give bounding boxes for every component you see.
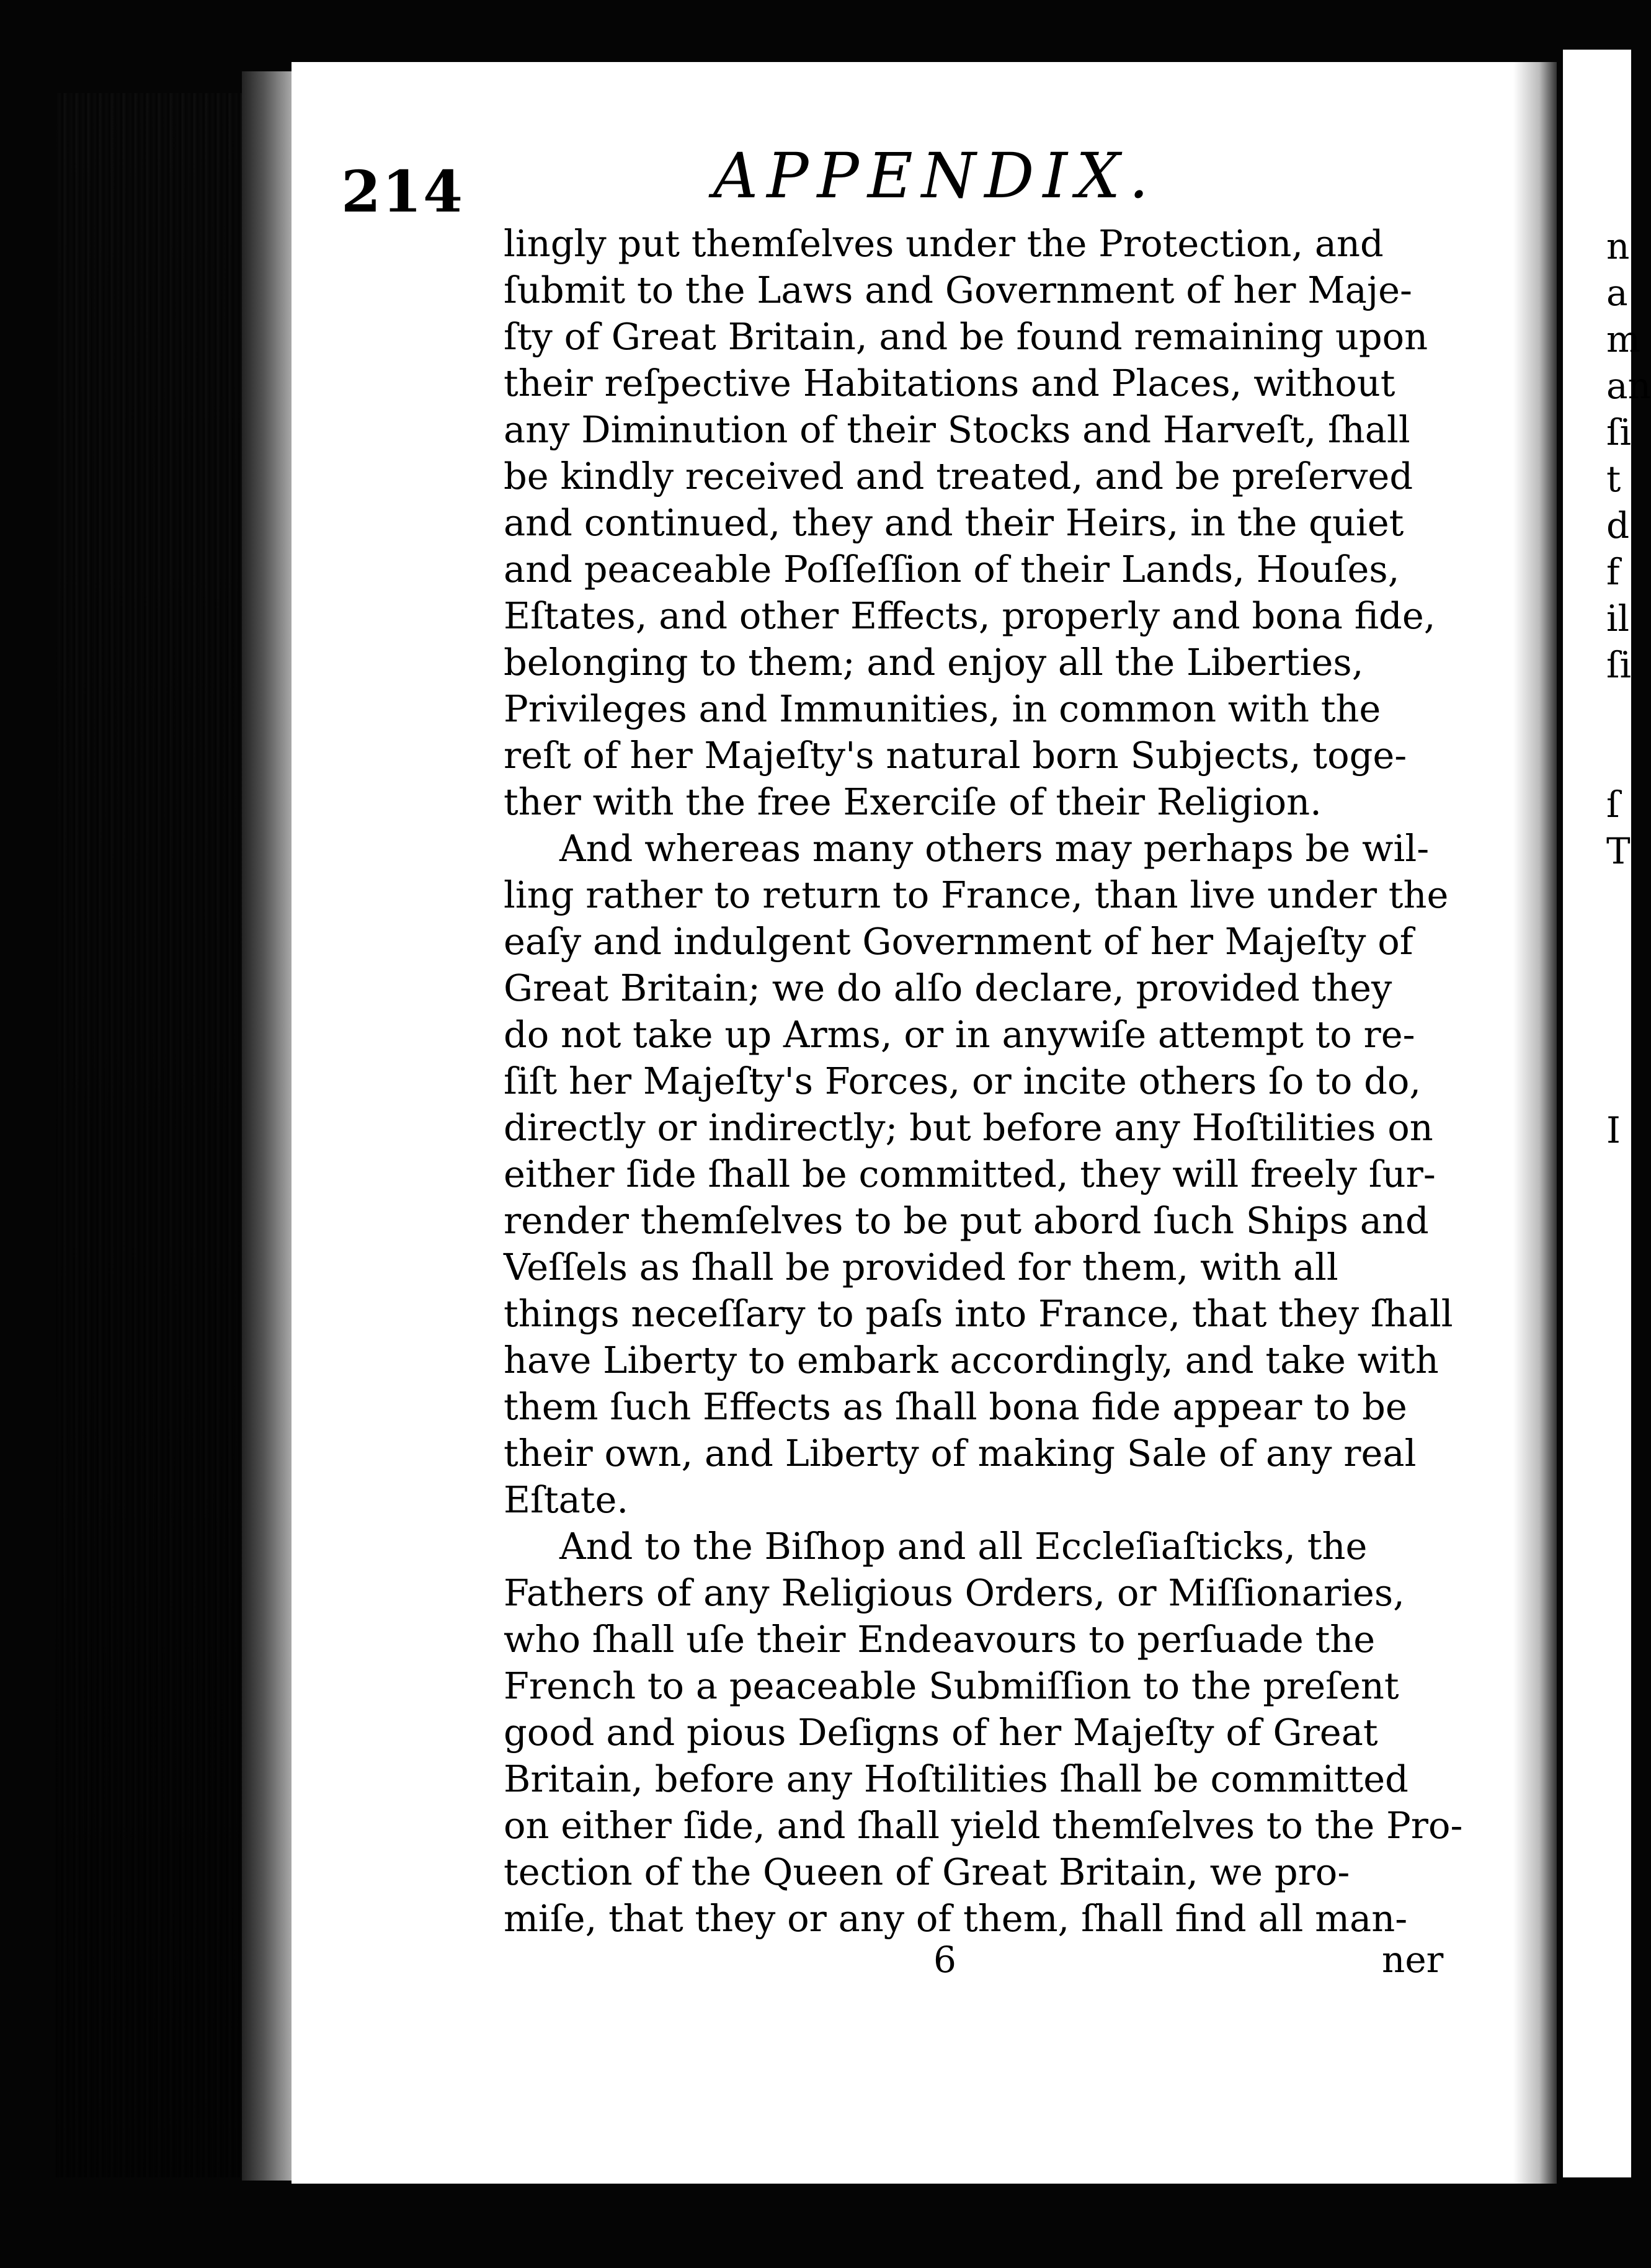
text-line: ſty of Great Britain, and be found remaining upon (504, 315, 1428, 358)
text-line: ther with the free Exerciſe of their Religion. (504, 780, 1322, 823)
text-line: any Diminution of their Stocks and Harveſt, ſhall (504, 408, 1410, 451)
text-line: them ſuch Effects as ſhall bona fide appear to be (504, 1385, 1407, 1428)
text-line: either ſide ſhall be committed, they will freely ſur- (504, 1153, 1436, 1195)
text-line: who ſhall uſe their Endeavours to perſuade the (504, 1618, 1376, 1661)
text-line: on either ſide, and ſhall yield themſelves to the Pro- (504, 1804, 1463, 1847)
text-line: things neceſſary to paſs into France, that they ſhall (504, 1292, 1453, 1335)
text-line: ſiſt her Majeſty's Forces, or incite others ſo to do, (504, 1060, 1422, 1102)
text-line: their reſpective Habitations and Places, without (504, 362, 1395, 404)
text-line: directly or indirectly; but before any Hoſtilities on (504, 1106, 1433, 1149)
right-page-fragment: an (1606, 365, 1651, 407)
text-line: be kindly received and treated, and be preſerved (504, 455, 1413, 498)
right-page-fragment: t (1606, 458, 1621, 500)
text-line: Eſtate. (504, 1478, 629, 1521)
text-line: and peaceable Poſſeſſion of their Lands, Houſes, (504, 548, 1400, 591)
signature-mark: 6 (933, 1939, 956, 1981)
catchword: ner (1382, 1939, 1444, 1981)
text-line: Privileges and Immunities, in common with the (504, 687, 1381, 730)
text-line: eaſy and indulgent Government of her Majeſty of (504, 920, 1413, 963)
text-line: render themſelves to be put abord ſuch Ships and (504, 1199, 1429, 1242)
text-line: belonging to them; and enjoy all the Liberties, (504, 641, 1364, 684)
text-line: Veſſels as ſhall be provided for them, with all (504, 1246, 1338, 1288)
text-line: and continued, they and their Heirs, in the quiet (504, 501, 1404, 544)
right-page-fragment (1606, 921, 1631, 968)
running-title: APPENDIX. (713, 140, 1157, 212)
right-page-fragment: ſi (1606, 411, 1632, 453)
text-line: their own, and Liberty of making Sale of any real (504, 1432, 1417, 1475)
text-line: ſubmit to the Laws and Government of her Maje- (504, 269, 1412, 311)
text-line: do not take up Arms, or in anywiſe attempt to re- (504, 1013, 1415, 1056)
right-page-fragment (1606, 1340, 1631, 1386)
text-line: ling rather to return to France, than live under the (504, 873, 1449, 916)
text-line: tection of the Queen of Great Britain, we pro- (504, 1851, 1350, 1893)
text-line: And to the Biſhop and all Eccleſiaſticks, the (559, 1525, 1368, 1568)
right-page-fragment (1606, 689, 1631, 735)
text-line: reſt of her Majeſty's natural born Subjects, toge- (504, 734, 1407, 777)
text-line: And whereas many others may perhaps be wil- (559, 827, 1430, 870)
page-fold-shadow (1513, 62, 1557, 2184)
text-line: Fathers of any Religious Orders, or Miſſionaries, (504, 1571, 1405, 1614)
text-line: lingly put themſelves under the Protection, and (504, 222, 1384, 265)
right-page-fragment (1606, 1061, 1631, 1107)
page-number: 214 (341, 158, 465, 225)
page-gutter-shadow (242, 71, 298, 2181)
right-page-fragment (1606, 1386, 1631, 1433)
text-line: French to a peaceable Submiſſion to the preſent (504, 1664, 1399, 1707)
right-page-fragment: n (1606, 225, 1630, 267)
right-page-fragment (1606, 735, 1631, 782)
right-page-fragment (1606, 1200, 1631, 1247)
right-page-fragment: T (1606, 830, 1631, 872)
right-page-fragment: ſi (1606, 644, 1632, 686)
right-page-fragment: I (1606, 1109, 1621, 1151)
right-page-fragment (1606, 1154, 1631, 1200)
body-text (504, 220, 1463, 1942)
right-page-fragment: f (1606, 551, 1620, 593)
text-line: have Liberty to embark accordingly, and take with (504, 1339, 1439, 1382)
right-page-fragment (1606, 1293, 1631, 1340)
right-page-fragment: a (1606, 272, 1628, 314)
right-page-fragment (1606, 1480, 1631, 1526)
right-page-text-fragments (1606, 223, 1651, 1526)
text-line: good and pious Deſigns of her Majeſty of Great (504, 1711, 1378, 1754)
right-page-fragment (1606, 1014, 1631, 1061)
right-page-fragment (1606, 1247, 1631, 1293)
right-page-fragment: ſ (1606, 784, 1620, 826)
right-page-fragment (1606, 875, 1631, 921)
right-page-fragment: m (1606, 318, 1640, 360)
text-line: Eſtates, and other Effects, properly and bona fide, (504, 594, 1436, 637)
right-page-fragment: il (1606, 597, 1630, 640)
right-page-fragment (1606, 968, 1631, 1014)
text-line: miſe, that they or any of them, ſhall find all man- (504, 1897, 1408, 1940)
running-head (341, 133, 1520, 225)
right-page-fragment: d (1606, 504, 1630, 547)
text-line: Britain, before any Hoſtilities ſhall be committed (504, 1757, 1408, 1800)
right-page-fragment (1606, 1433, 1631, 1480)
text-line: Great Britain; we do alſo declare, provided they (504, 967, 1392, 1009)
